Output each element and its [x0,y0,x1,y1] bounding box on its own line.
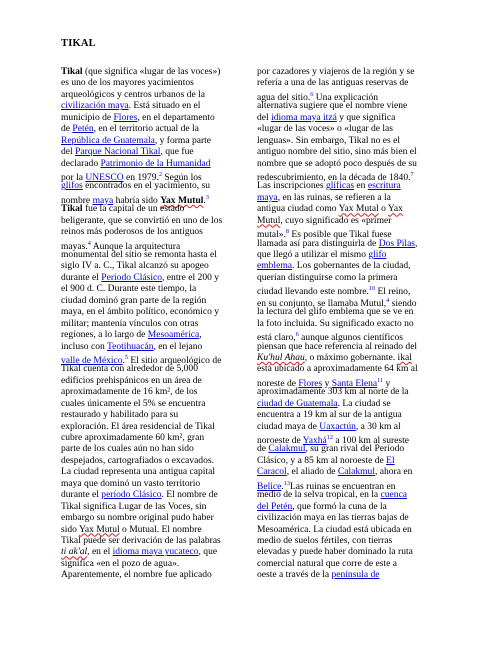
text-run: maya, en el ámbito político, económico y [61,306,220,318]
text-line [257,546,437,557]
text-run: , [199,329,202,341]
text-run: querían distinguirse como la primera [257,271,398,283]
text-run: ciudad dominó gran parte de la región [61,294,207,306]
footnote-ref[interactable]: 10 [368,285,376,293]
text-line [61,192,243,206]
footnote-ref[interactable]: 7 [410,170,414,178]
text-line [61,524,243,535]
text-run: Tikal puede ser derivación de las palabras [61,534,221,546]
footnote-ref[interactable]: 11 [377,376,384,384]
text-run: la lectura del glifo emblema que se ve en [257,306,414,318]
text-line [61,158,243,169]
text-run: . [203,194,206,206]
text-run: Tikal significa Lugar de las Voces, sin [61,500,207,512]
text-line [61,501,243,512]
text-run: y [322,377,332,389]
text-line [61,77,243,88]
text-run: , que fue [160,146,194,158]
text-line [257,146,437,157]
text-run: declarado [61,157,101,169]
text-run: Tikal [61,203,83,215]
text-line [257,226,437,241]
text-line [257,398,437,409]
wiki-link[interactable]: idioma maya yucateco [112,546,199,558]
text-line [61,421,243,432]
text-line [61,135,243,146]
text-run: Mesoamérica. La ciudad está ubicada en [257,523,412,535]
text-run: , que [198,546,218,558]
document-title: TIKAL [61,38,96,49]
text-line [61,478,243,489]
text-run: ciudad llevando este nombre. [257,286,369,298]
text-line [257,100,437,111]
text-run: Una explicación [313,91,379,103]
text-run: , o máximo gobernante. [304,351,398,363]
text-run: , a 30 km al [355,420,401,432]
wiki-link[interactable]: Parque Nacional Tikal [75,146,161,158]
text-run: «lugar de las voces» o «lugar de las [257,123,394,135]
wiki-link[interactable]: cuenca [380,489,408,501]
text-line [257,329,437,344]
wiki-link[interactable]: Petén [72,123,94,135]
text-line [61,546,243,557]
text-run: maya que dominó un vasto territorio [61,477,201,489]
text-line [257,215,437,226]
text-run: Aparentemente, el nombre fue aplicado [61,569,212,581]
wiki-link[interactable]: glíficas [325,180,355,192]
text-run: noroeste de [257,435,303,446]
text-run: Es posible que Tikal fuese [289,229,392,241]
text-run: ti ak'al [61,546,88,558]
text-line [61,203,243,214]
text-run: . [281,480,284,492]
text-line [61,249,243,260]
text-run: civilización maya en las tierras bajas de [257,512,409,524]
text-run: Ku'hul Ahau [257,351,305,363]
text-run: está claro, [257,332,296,344]
text-line [257,318,437,329]
text-line [257,135,437,146]
text-line [61,295,243,306]
wiki-link[interactable]: Belice [257,480,282,492]
text-run: . Los gobernantes de la ciudad, [292,260,411,272]
footnote-ref[interactable]: 8 [285,228,289,236]
text-run: la foto incluida. Su significado exacto no [257,317,414,329]
text-run: cubre aproximadamente 60 km², gran [61,432,205,443]
text-run: Tikal cuenta con alrededor de 5,000 [61,363,198,375]
wiki-link[interactable]: ciudad de Guatemala [257,397,338,409]
text-run: aproximadamente 303 km al norte de la [257,386,409,398]
text-run: sido [61,523,79,535]
text-run: antiguo nombre del sitio, sino más bien el [257,146,417,158]
footnote-ref[interactable]: 4 [386,296,390,304]
text-line [61,386,243,397]
footnote-ref[interactable]: 6 [295,331,299,339]
text-line [61,169,243,183]
text-run: edificios prehispánicos en un área de [61,374,202,386]
text-run: . [122,354,125,366]
text-line [257,295,437,309]
text-run: aproximadamente de 16 km², de los [61,386,198,398]
text-run: a 100 km al sureste [332,435,410,446]
text-line [61,100,243,111]
text-line [257,238,437,249]
footnote-ref[interactable]: 6 [310,90,314,98]
text-run: , ahora en [374,466,413,478]
text-run: encuentra a 19 km al sur de la antigua [257,409,402,421]
text-line [61,455,243,466]
text-run: siglo IV a. C., Tikal alcanzó su apogeo [61,260,209,272]
text-line [61,112,243,123]
text-run: oeste a través de la [257,569,332,581]
wiki-link[interactable]: glifos [61,180,83,192]
text-run: durante el [61,489,102,501]
wiki-link[interactable]: Yaxhá [302,435,327,446]
wiki-link[interactable]: Teotihuacán [106,340,154,352]
text-line [61,329,243,340]
text-line [61,226,243,237]
text-line [257,249,437,260]
text-run: piensan que hace referencia al reinado del [257,340,418,352]
text-run: beligerante, que se convirtió en uno de los [61,214,223,226]
text-line [257,455,437,466]
text-run: , [415,237,418,249]
text-run: es uno de los mayores yacimientos [61,77,194,89]
text-run: . El nombre de [161,489,218,501]
text-run: medio de la selva tropical, en la [257,489,381,501]
text-line [257,306,437,317]
text-line [257,375,437,389]
text-run: o [378,203,388,215]
footnote-ref[interactable]: 3 [205,193,209,201]
wiki-link[interactable]: Santa Elena [331,377,378,389]
text-run: por cazadores y viajeros de la región y se [257,66,415,77]
text-line [61,535,243,546]
text-line [61,318,243,329]
text-line [61,409,243,420]
text-run: de [257,443,269,455]
text-line [61,398,243,409]
text-line [257,260,437,271]
text-line [257,501,437,512]
text-line [61,238,243,252]
text-run: exploración. El área residencial de Tikal [61,420,215,432]
text-line [257,558,437,569]
text-run: Yax Mutal [338,203,379,215]
text-run: Yax Mutul [78,523,120,535]
footnote-ref[interactable]: 2 [158,170,162,178]
wiki-link[interactable]: Dos Pilas [378,237,416,249]
text-run: , entre el 200 y [162,271,220,283]
wiki-link[interactable]: glifo [368,249,387,260]
text-line [257,512,437,523]
text-line [61,260,243,271]
wiki-link[interactable]: Uaxactún [319,420,356,432]
text-line [61,569,243,580]
text-line [61,272,243,283]
wiki-link[interactable]: valle de México [61,354,123,366]
wiki-link[interactable]: UNESCO [85,171,124,183]
wiki-link[interactable]: Mesoamérica [147,329,200,341]
text-line [257,363,437,374]
text-run: Yax Mutul [160,194,204,206]
wiki-link[interactable]: escritura [367,180,401,192]
text-run: Mutul [257,214,281,226]
text-run: arqueológicos y centros urbanos de la [61,88,205,100]
text-run: Tikal [61,66,83,77]
text-run: Las inscripciones [257,180,326,192]
text-run: habría sido [113,194,161,206]
text-line [257,89,437,103]
text-line [61,146,243,157]
text-line [257,77,437,88]
wiki-link[interactable]: Flores [113,111,138,123]
wiki-link[interactable]: Flores [298,377,323,389]
text-run: Según los [161,171,202,183]
text-run: restaurado y habilitado para su [61,409,179,421]
text-line [257,386,437,397]
text-run: , en el [87,546,113,558]
text-run: Aunque la arquitectura [90,240,181,252]
text-line [257,432,437,446]
text-line [61,558,243,569]
wiki-link[interactable]: maya [92,194,114,206]
text-line [257,112,437,123]
wiki-link[interactable]: Caracol [257,466,287,478]
text-line [257,158,437,169]
text-run: agua del sitio. [257,91,311,103]
text-run: El reino, [375,286,411,298]
text-line [257,341,437,352]
text-run: llamada así para distinguirla de [257,237,379,249]
text-run: ikal [397,351,412,363]
text-line [61,123,243,134]
wiki-link[interactable]: península de [331,569,380,581]
text-run: . Está situado en el [128,100,201,112]
footnote-ref[interactable]: 4 [87,239,91,247]
text-run: , su gran rival del Período [305,443,405,455]
wiki-link[interactable]: civilización maya [61,100,129,112]
text-line [257,169,437,183]
text-run: alternativa sugiere que el nombre viene [257,100,408,112]
text-run: comercial natural que corre de este a [257,557,397,569]
text-run: Yax [387,203,403,215]
text-line [257,409,437,420]
text-line [257,535,437,546]
text-run: , en las ruinas, se refieren a la [277,191,391,203]
text-run: lenguas». Sin embargo, Tikal no es el [257,134,401,146]
text-line [257,123,437,134]
text-line [61,489,243,500]
text-line [257,478,437,492]
footnote-ref[interactable]: 12 [326,434,333,441]
text-run: embargo su nombre original pudo haber [61,512,214,524]
text-line [61,432,243,443]
text-line [61,375,243,386]
right-text-column [257,66,437,581]
wiki-link[interactable]: Calakmul [337,466,375,478]
text-run: Clásico, y a 85 km al noroeste de [257,454,387,466]
wiki-link[interactable]: maya [257,191,278,203]
text-line [61,66,243,77]
text-run: La ciudad representa una antigua capital [61,466,215,478]
text-line [257,466,437,477]
text-line [61,306,243,317]
wiki-link[interactable]: emblema [257,260,292,272]
wiki-link[interactable]: Calakmul [268,443,306,455]
text-line [257,443,437,454]
text-line [257,66,437,77]
text-run: incluso con [61,340,107,352]
text-line [257,352,437,363]
text-run: , y forma parte [154,134,212,146]
text-run: despejados, cartografiados o excavados. [61,454,214,466]
text-line [257,524,437,535]
text-run: y que significa [336,111,396,123]
text-run: significa «en el pozo de agua». [61,557,180,569]
text-run: y [383,377,391,389]
text-run: fue la capital de un estado [82,203,185,215]
text-run: , el aliado de [286,466,338,478]
text-run: elevadas y puede haber dominado la ruta [257,546,413,558]
text-run: monumental del sitio se remonta hasta el [61,249,217,260]
text-line [61,466,243,477]
text-run: municipio de [61,111,114,123]
wiki-link[interactable]: Patrimonio de la Humanidad [100,157,211,169]
text-run: , en el departamento [137,111,215,123]
wiki-link[interactable]: período Clásico [101,489,162,501]
text-run: en 1979. [123,171,159,183]
text-run: El sitio arqueológico de [128,354,222,366]
text-run: o Mutual. El nombre [119,523,202,535]
left-text-column [61,66,243,581]
text-run: , en el territorio actual de la [93,123,199,135]
wiki-link[interactable]: del Petén [257,500,293,512]
text-line [61,89,243,100]
text-run: refería a una de las antiguas reservas de [257,77,409,89]
text-run: noreste de [257,377,299,389]
text-line [257,569,437,580]
text-run: mutal». [257,229,286,241]
text-run: está ubicado a aproximadamente 64 km al [257,363,418,375]
text-run: cuales únicamente el 5% se encuentra [61,397,206,409]
text-run: , que formó la cuna de la [292,500,387,512]
text-run: que llegó a utilizar el mismo [257,249,369,260]
text-line [257,489,437,500]
text-line [61,512,243,523]
wiki-link[interactable]: Período Clásico [101,271,163,283]
text-run: (que significa «lugar de las voces») [82,66,221,77]
wiki-link[interactable]: idioma maya itzá [271,111,337,123]
text-run: en su conjunto, se llamaba Mutul, [257,297,387,309]
text-run: en [354,180,368,192]
text-run: durante el [61,271,102,283]
text-line [257,283,437,298]
text-line [257,192,437,203]
text-run: regiones, a lo largo de [61,329,148,341]
text-line [257,421,437,432]
wiki-link[interactable]: El [386,454,395,466]
text-line [61,283,243,294]
text-line [61,443,243,454]
text-run: nombre que se adoptó poco después de su [257,157,417,169]
footnote-ref[interactable]: 5 [124,353,128,361]
text-run: redescubrimiento, en la década de 1840. [257,171,411,183]
text-run: del [61,146,76,158]
text-run: Las ruinas se encuentran en [289,480,396,492]
text-line [257,272,437,283]
text-run: . La ciudad se [337,397,391,409]
text-line [61,215,243,226]
text-line [61,341,243,352]
text-run: reinos más poderosos de los antiguos [61,226,203,238]
text-run: militar; mantenía vínculos con otras [61,317,199,329]
text-run: ciudad maya de [257,420,320,432]
text-run: parte de los cuales aún no han sido [61,443,194,455]
text-run: el 900 d. C. Durante este tiempo, la [61,283,197,295]
text-run: aunque algunos científicos [298,332,403,344]
text-run: de [61,123,73,135]
text-run: encontrados en el yacimiento, su [82,180,211,192]
text-run: antigua ciudad como [257,203,339,215]
footnote-ref[interactable]: 13 [283,479,290,487]
text-run: medio de suelos fértiles, con tierras [257,534,393,546]
text-line [257,203,437,214]
text-run: , en el lejano [153,340,203,352]
text-run: , cuyo significado es «primer [280,214,392,226]
text-run: por la [61,171,86,183]
text-line [61,352,243,366]
text-run: nombre [61,194,93,206]
text-run: del [257,111,272,123]
text-run: mayas. [61,240,88,252]
text-line [61,180,243,191]
wiki-link[interactable]: República de Guatemala [61,134,155,146]
text-run: siendo [389,297,417,309]
